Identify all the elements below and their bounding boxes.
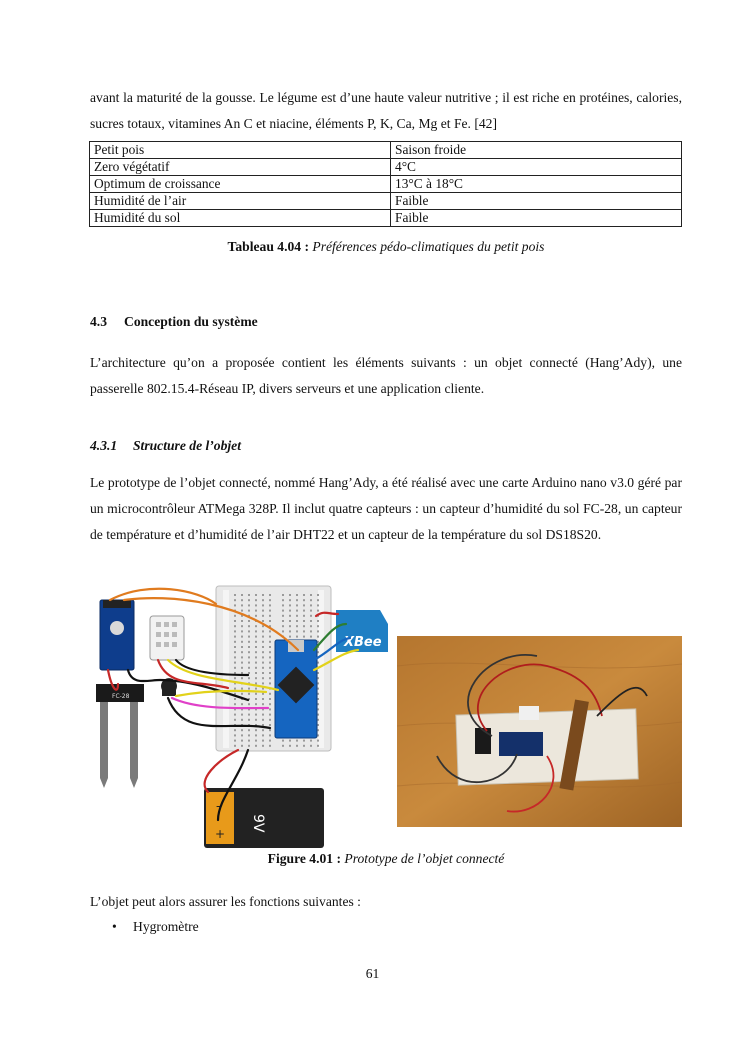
- functions-intro: L’objet peut alors assurer les fonctions suivantes :: [90, 894, 361, 909]
- section-title: Conception du système: [124, 314, 258, 329]
- figure-caption-text: Prototype de l’objet connecté: [344, 851, 505, 866]
- table-cell-value: Faible: [391, 193, 682, 210]
- photo-arduino: [499, 732, 543, 756]
- subsection-number: 4.3.1: [90, 438, 118, 453]
- table-cell-value: Saison froide: [391, 142, 682, 159]
- table-caption: [90, 239, 682, 255]
- wiring-diagram: [88, 580, 393, 850]
- battery-label: 9V: [250, 814, 266, 833]
- table-cell-parameter: Zero végétatif: [90, 159, 391, 176]
- intro-paragraph: avant la maturité de la gousse. Le légume est d’une haute valeur nutritive ; il est riche en protéines, calories, sucres totaux, vitamines An C et niacine, éléments P, K, Ca, Mg et Fe. [42]: [90, 90, 682, 131]
- table-cell-parameter: Humidité du sol: [90, 210, 391, 227]
- section-number: 4.3: [90, 314, 107, 329]
- table-row: [90, 142, 682, 159]
- table-row: [90, 176, 682, 193]
- xbee-label: XBee: [344, 635, 382, 650]
- section-heading: [90, 314, 258, 330]
- list-item: [90, 917, 199, 937]
- functions-list: [90, 917, 199, 937]
- table-cell-value: 4°C: [391, 159, 682, 176]
- battery-plus: +: [215, 827, 226, 841]
- table-cell-value: 13°C à 18°C: [391, 176, 682, 193]
- page-number: 61: [365, 966, 380, 981]
- table-row: [90, 193, 682, 210]
- probe-label: FC-28: [112, 693, 130, 700]
- table-cell-parameter: Humidité de l’air: [90, 193, 391, 210]
- table-row: [90, 210, 682, 227]
- figure-caption: [90, 851, 682, 867]
- list-item-text: Hygromètre: [133, 919, 199, 934]
- table-cell-parameter: Optimum de croissance: [90, 176, 391, 193]
- subsection-paragraph: Le prototype de l’objet connecté, nommé Hang’Ady, a été réalisé avec une carte Arduino nano v3.0 géré par un microcontrôleur ATMega 328P. Il inclut quatre capteurs : un capteur d’humidité du sol FC-28, un capteur de température et d’humidité de l’air DHT22 et un capteur de la température du sol DS18S20.: [90, 475, 682, 542]
- preferences-table: [89, 141, 682, 227]
- table-cell-value: Faible: [391, 210, 682, 227]
- table-caption-label: Tableau 4.04 :: [227, 239, 309, 254]
- table-caption-text: Préférences pédo-climatiques du petit pois: [312, 239, 545, 254]
- section-paragraph: L’architecture qu’on a proposée contient les éléments suivants : un objet connecté (Hang’Ady), une passerelle 802.15.4-Réseau IP, divers serveurs et une application cliente.: [90, 355, 682, 396]
- figure-caption-label: Figure 4.01 :: [267, 851, 342, 866]
- table-row: [90, 159, 682, 176]
- bullet-icon: •: [112, 919, 117, 934]
- battery-minus: -: [216, 799, 221, 813]
- subsection-heading: [90, 438, 241, 454]
- table-cell-parameter: Petit pois: [90, 142, 391, 159]
- subsection-title: Structure de l’objet: [133, 438, 241, 453]
- prototype-photo: [397, 636, 682, 827]
